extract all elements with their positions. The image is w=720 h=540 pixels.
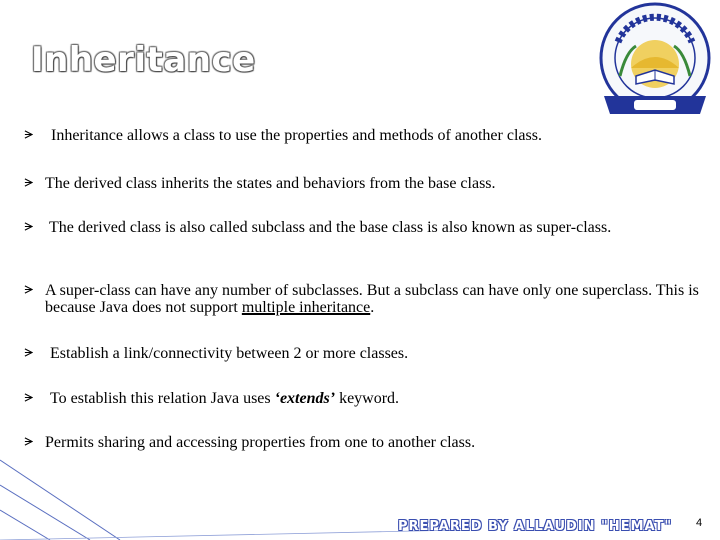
bullet-text-part: keyword.: [335, 390, 400, 407]
decorative-corner-lines: [0, 430, 460, 540]
bullet-icon: [24, 178, 33, 187]
bullet-text-part: To establish this relation Java uses: [50, 390, 275, 407]
bullet-icon: [24, 222, 33, 231]
bullet-text: Permits sharing and accessing properties from one to another class.: [45, 434, 476, 451]
bullet-text: [45, 282, 700, 316]
multiple-inheritance-link: multiple inheritance: [241, 299, 371, 316]
slide-title: Inheritance: [31, 40, 256, 80]
bullet-text-part: A super-class can have any number of subclasses. But a subclass can have only one superclass. This is because Java does not support: [45, 282, 699, 316]
extends-keyword: ‘extends’: [274, 390, 336, 407]
bullet-icon: [24, 285, 33, 294]
footer-credit: PREPARED BY ALLAUDIN "HEMAT": [398, 519, 673, 534]
bullet-text: Inheritance allows a class to use the properties and methods of another class.: [51, 127, 542, 144]
bullet-text-part: .: [370, 299, 375, 316]
bullet-icon: [24, 393, 33, 402]
institute-seal-icon: [596, 2, 714, 128]
bullet-icon: [24, 130, 33, 139]
bullet-text: [50, 390, 700, 407]
page-number: 4: [696, 517, 703, 529]
bullet-text: The derived class is also called subclass and the base class is also known as super-class.: [49, 219, 612, 236]
bullet-text: The derived class inherits the states and behaviors from the base class.: [45, 175, 496, 192]
bullet-icon: [24, 348, 33, 357]
bullet-text: Establish a link/connectivity between 2 or more classes.: [50, 345, 409, 362]
